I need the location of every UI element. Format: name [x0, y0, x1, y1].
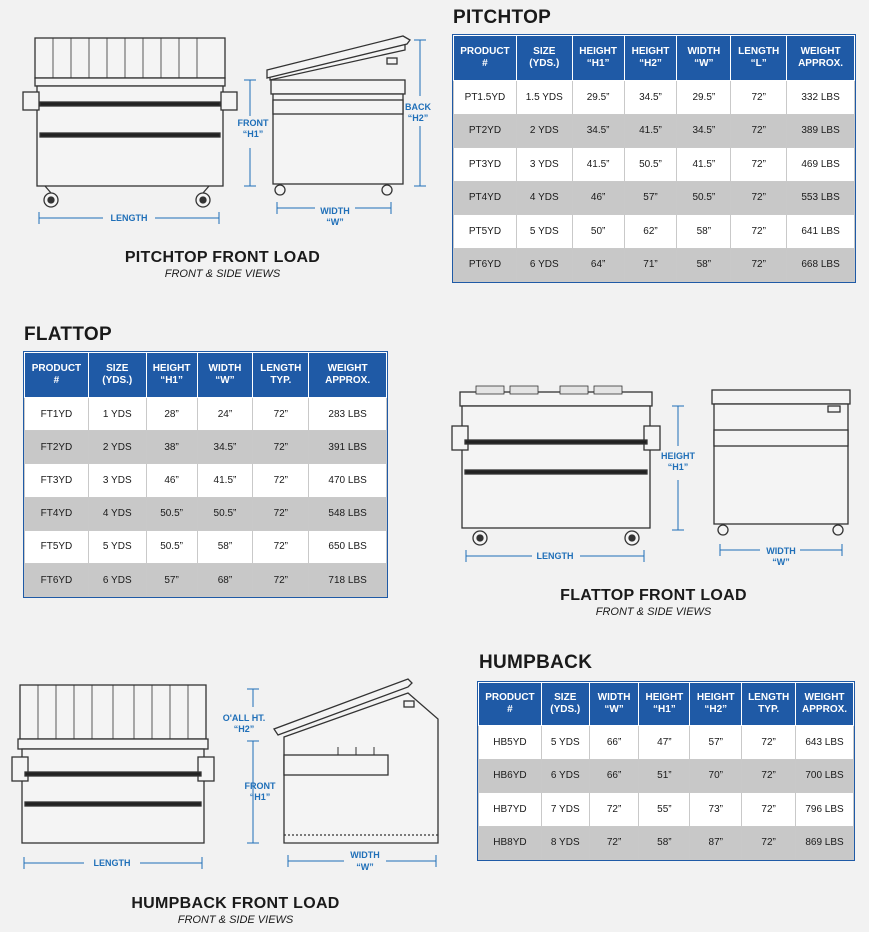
pitchtop-table-cell: 57” — [624, 181, 677, 215]
pitchtop-caption-sub: FRONT & SIDE VIEWS — [164, 268, 281, 280]
pitchtop-table-cell: 72” — [731, 81, 787, 115]
flattop-table-cell: 58” — [197, 530, 253, 563]
pitchtop-table-cell: 58” — [677, 248, 731, 282]
pitchtop-table-cell: 553 LBS — [787, 181, 855, 215]
flattop-header-length: LENGTH TYP. — [253, 353, 309, 398]
flattop-table-cell: 391 LBS — [309, 431, 387, 464]
pitchtop-table-cell: 2 YDS — [516, 114, 572, 148]
humpback-table-cell: 72” — [589, 826, 639, 860]
flattop-width-w-label: “W” — [772, 557, 790, 567]
pitchtop-table-cell: 4 YDS — [516, 181, 572, 215]
flattop-table-cell: 72” — [253, 530, 309, 563]
humpback-table-row — [479, 826, 854, 860]
pitchtop-table-cell: PT1.5YD — [454, 81, 517, 115]
flattop-table-cell: 470 LBS — [309, 464, 387, 497]
pitchtop-table-cell: 71” — [624, 248, 677, 282]
humpback-title: HUMPBACK — [479, 652, 593, 673]
humpback-table-cell: 6 YDS — [541, 759, 589, 793]
flattop-header-weight: WEIGHT APPROX. — [309, 353, 387, 398]
pitchtop-table-cell: PT6YD — [454, 248, 517, 282]
flattop-table-cell: 72” — [253, 464, 309, 497]
pitchtop-table-cell: 50” — [572, 215, 624, 249]
humpback-width-label: WIDTH — [350, 850, 380, 860]
flattop-table-cell: FT6YD — [25, 563, 89, 596]
pitchtop-table-cell: PT4YD — [454, 181, 517, 215]
flattop-table-cell: 548 LBS — [309, 497, 387, 530]
pitchtop-header-length: LENGTH “L” — [731, 36, 787, 81]
humpback-table-cell: 57” — [690, 726, 742, 760]
pitchtop-table-row — [454, 148, 855, 182]
humpback-table-cell: 796 LBS — [796, 793, 854, 827]
pitchtop-table-cell: 29.5” — [677, 81, 731, 115]
humpback-table-cell: HB5YD — [479, 726, 542, 760]
humpback-table-cell: 643 LBS — [796, 726, 854, 760]
flattop-table-cell: 5 YDS — [88, 530, 146, 563]
pitchtop-front-h1-label: “H1” — [242, 129, 264, 139]
flattop-table-cell: FT3YD — [25, 464, 89, 497]
humpback-table-cell: 70” — [690, 759, 742, 793]
flattop-table-cell: 68” — [197, 563, 253, 596]
humpback-table-cell: 51” — [639, 759, 690, 793]
humpback-table-cell: 73” — [690, 793, 742, 827]
flattop-width-label: WIDTH — [766, 546, 796, 556]
pitchtop-table-cell: 41.5” — [572, 148, 624, 182]
flattop-caption — [536, 587, 771, 618]
pitchtop-table-row — [454, 81, 855, 115]
flattop-table-cell: FT4YD — [25, 497, 89, 530]
pitchtop-table-row — [454, 181, 855, 215]
flattop-table-cell: 6 YDS — [88, 563, 146, 596]
flattop-header-size: SIZE (YDS.) — [88, 353, 146, 398]
humpback-caption-main: HUMPBACK FRONT LOAD — [131, 895, 340, 912]
humpback-table-cell: 72” — [742, 726, 796, 760]
humpback-oall-h2-label: “H2” — [233, 724, 255, 734]
humpback-table-cell: 72” — [589, 793, 639, 827]
humpback-table-cell: 55” — [639, 793, 690, 827]
pitchtop-back-h2-label: “H2” — [407, 113, 429, 123]
pitchtop-width-label: WIDTH — [320, 206, 350, 216]
pitchtop-table-cell: 50.5” — [624, 148, 677, 182]
flattop-table-cell: 72” — [253, 497, 309, 530]
humpback-table-row — [479, 793, 854, 827]
humpback-table-cell: 72” — [742, 826, 796, 860]
pitchtop-table-cell: 389 LBS — [787, 114, 855, 148]
pitchtop-table-cell: 58” — [677, 215, 731, 249]
flattop-table-row — [25, 563, 387, 596]
humpback-table-cell: HB6YD — [479, 759, 542, 793]
humpback-table-cell: 66” — [589, 759, 639, 793]
pitchtop-title: PITCHTOP — [453, 7, 552, 28]
humpback-table-row — [479, 726, 854, 760]
humpback-table-cell: 58” — [639, 826, 690, 860]
pitchtop-table-cell: 50.5” — [677, 181, 731, 215]
pitchtop-header-size: SIZE (YDS.) — [516, 36, 572, 81]
flattop-height-h1-label: “H1” — [667, 462, 689, 472]
pitchtop-table-cell: 332 LBS — [787, 81, 855, 115]
flattop-table-row — [25, 530, 387, 563]
flattop-table-cell: 50.5” — [197, 497, 253, 530]
pitchtop-header-height-h2: HEIGHT “H2” — [624, 36, 677, 81]
pitchtop-table-row — [454, 248, 855, 282]
flattop-table-cell: 41.5” — [197, 464, 253, 497]
flattop-header-width: WIDTH “W” — [197, 353, 253, 398]
pitchtop-table-row — [454, 215, 855, 249]
humpback-header-length: LENGTH TYP. — [742, 683, 796, 726]
flattop-table-cell: 4 YDS — [88, 497, 146, 530]
flattop-header-product: PRODUCT # — [25, 353, 89, 398]
flattop-table-row — [25, 497, 387, 530]
humpback-caption — [108, 895, 363, 926]
pitchtop-caption — [100, 249, 345, 280]
humpback-table-cell: 700 LBS — [796, 759, 854, 793]
flattop-table-cell: 72” — [253, 563, 309, 596]
flattop-table-body — [25, 398, 387, 597]
humpback-table-cell: HB7YD — [479, 793, 542, 827]
flattop-title: FLATTOP — [24, 324, 112, 345]
flattop-spec-table — [24, 352, 387, 597]
pitchtop-table-cell: 5 YDS — [516, 215, 572, 249]
humpback-table-cell: 87” — [690, 826, 742, 860]
humpback-front-h1-label: “H1” — [249, 792, 271, 802]
pitchtop-table-cell: 64” — [572, 248, 624, 282]
flattop-caption-main: FLATTOP FRONT LOAD — [560, 587, 747, 604]
humpback-header-size: SIZE (YDS.) — [541, 683, 589, 726]
pitchtop-table-cell: 72” — [731, 248, 787, 282]
pitchtop-table-cell: 641 LBS — [787, 215, 855, 249]
humpback-table-cell: 72” — [742, 759, 796, 793]
humpback-table-cell: 7 YDS — [541, 793, 589, 827]
humpback-header-height-h2: HEIGHT “H2” — [690, 683, 742, 726]
flattop-drawing — [448, 380, 858, 575]
humpback-table-body — [479, 726, 854, 860]
flattop-table-cell: 3 YDS — [88, 464, 146, 497]
humpback-caption-sub: FRONT & SIDE VIEWS — [177, 914, 294, 926]
pitchtop-table-cell: 46” — [572, 181, 624, 215]
flattop-table-row — [25, 464, 387, 497]
flattop-table-cell: 28” — [146, 398, 197, 431]
pitchtop-table-cell: 34.5” — [572, 114, 624, 148]
pitchtop-caption-main: PITCHTOP FRONT LOAD — [124, 249, 321, 266]
pitchtop-spec-table — [453, 35, 855, 282]
pitchtop-table-cell: 34.5” — [677, 114, 731, 148]
humpback-table-cell: 869 LBS — [796, 826, 854, 860]
flattop-table-cell: 72” — [253, 398, 309, 431]
pitchtop-table-cell: 668 LBS — [787, 248, 855, 282]
humpback-spec-table — [478, 682, 854, 860]
flattop-table-cell: FT2YD — [25, 431, 89, 464]
pitchtop-header-product: PRODUCT # — [454, 36, 517, 81]
pitchtop-table-cell: 6 YDS — [516, 248, 572, 282]
pitchtop-front-label: FRONT — [237, 118, 269, 128]
pitchtop-table-cell: 41.5” — [624, 114, 677, 148]
humpback-header-height-h1: HEIGHT “H1” — [639, 683, 690, 726]
humpback-table-cell: HB8YD — [479, 826, 542, 860]
flattop-table-cell: 57” — [146, 563, 197, 596]
flattop-height-label: HEIGHT — [660, 451, 696, 461]
flattop-table-cell: 24” — [197, 398, 253, 431]
pitchtop-header-weight: WEIGHT APPROX. — [787, 36, 855, 81]
pitchtop-table-cell: 3 YDS — [516, 148, 572, 182]
pitchtop-table-cell: 469 LBS — [787, 148, 855, 182]
humpback-drawing — [8, 675, 448, 880]
flattop-length-label: LENGTH — [536, 551, 574, 561]
flattop-table-cell: FT1YD — [25, 398, 89, 431]
flattop-table-row — [25, 431, 387, 464]
pitchtop-header-width: WIDTH “W” — [677, 36, 731, 81]
flattop-table-cell: 718 LBS — [309, 563, 387, 596]
humpback-length-label: LENGTH — [93, 858, 131, 868]
flattop-table-cell: FT5YD — [25, 530, 89, 563]
humpback-table-cell: 5 YDS — [541, 726, 589, 760]
pitchtop-table-cell: 72” — [731, 215, 787, 249]
humpback-table-cell: 72” — [742, 793, 796, 827]
pitchtop-table-cell: 41.5” — [677, 148, 731, 182]
humpback-table-cell: 47” — [639, 726, 690, 760]
flattop-caption-sub: FRONT & SIDE VIEWS — [595, 606, 712, 618]
pitchtop-table-cell: 1.5 YDS — [516, 81, 572, 115]
pitchtop-table-cell: PT5YD — [454, 215, 517, 249]
flattop-table-cell: 2 YDS — [88, 431, 146, 464]
pitchtop-table-row — [454, 114, 855, 148]
flattop-table-cell: 46” — [146, 464, 197, 497]
humpback-oall-label: O'ALL HT. — [222, 713, 266, 723]
pitchtop-table-cell: 72” — [731, 148, 787, 182]
humpback-table-cell: 66” — [589, 726, 639, 760]
flattop-table-row — [25, 398, 387, 431]
humpback-header-weight: WEIGHT APPROX. — [796, 683, 854, 726]
flattop-table-cell: 1 YDS — [88, 398, 146, 431]
pitchtop-back-label: BACK — [405, 102, 431, 112]
flattop-table-cell: 34.5” — [197, 431, 253, 464]
pitchtop-table-cell: 34.5” — [624, 81, 677, 115]
pitchtop-header-height-h1: HEIGHT “H1” — [572, 36, 624, 81]
pitchtop-table-cell: 29.5” — [572, 81, 624, 115]
pitchtop-width-w-label: “W” — [326, 217, 344, 227]
pitchtop-table-cell: 62” — [624, 215, 677, 249]
pitchtop-table-body — [454, 81, 855, 282]
pitchtop-length-label: LENGTH — [110, 213, 148, 223]
humpback-table-row — [479, 759, 854, 793]
flattop-table-cell: 283 LBS — [309, 398, 387, 431]
pitchtop-table-cell: 72” — [731, 114, 787, 148]
flattop-table-cell: 650 LBS — [309, 530, 387, 563]
pitchtop-table-cell: PT3YD — [454, 148, 517, 182]
humpback-header-width: WIDTH “W” — [589, 683, 639, 726]
humpback-width-w-label: “W” — [356, 862, 374, 872]
flattop-header-height: HEIGHT “H1” — [146, 353, 197, 398]
flattop-table-cell: 72” — [253, 431, 309, 464]
humpback-header-product: PRODUCT # — [479, 683, 542, 726]
humpback-table-cell: 8 YDS — [541, 826, 589, 860]
flattop-table-cell: 38” — [146, 431, 197, 464]
flattop-table-cell: 50.5” — [146, 530, 197, 563]
humpback-front-label: FRONT — [244, 781, 276, 791]
flattop-table-cell: 50.5” — [146, 497, 197, 530]
pitchtop-table-cell: 72” — [731, 181, 787, 215]
pitchtop-table-cell: PT2YD — [454, 114, 517, 148]
pitchtop-drawing — [15, 30, 440, 235]
